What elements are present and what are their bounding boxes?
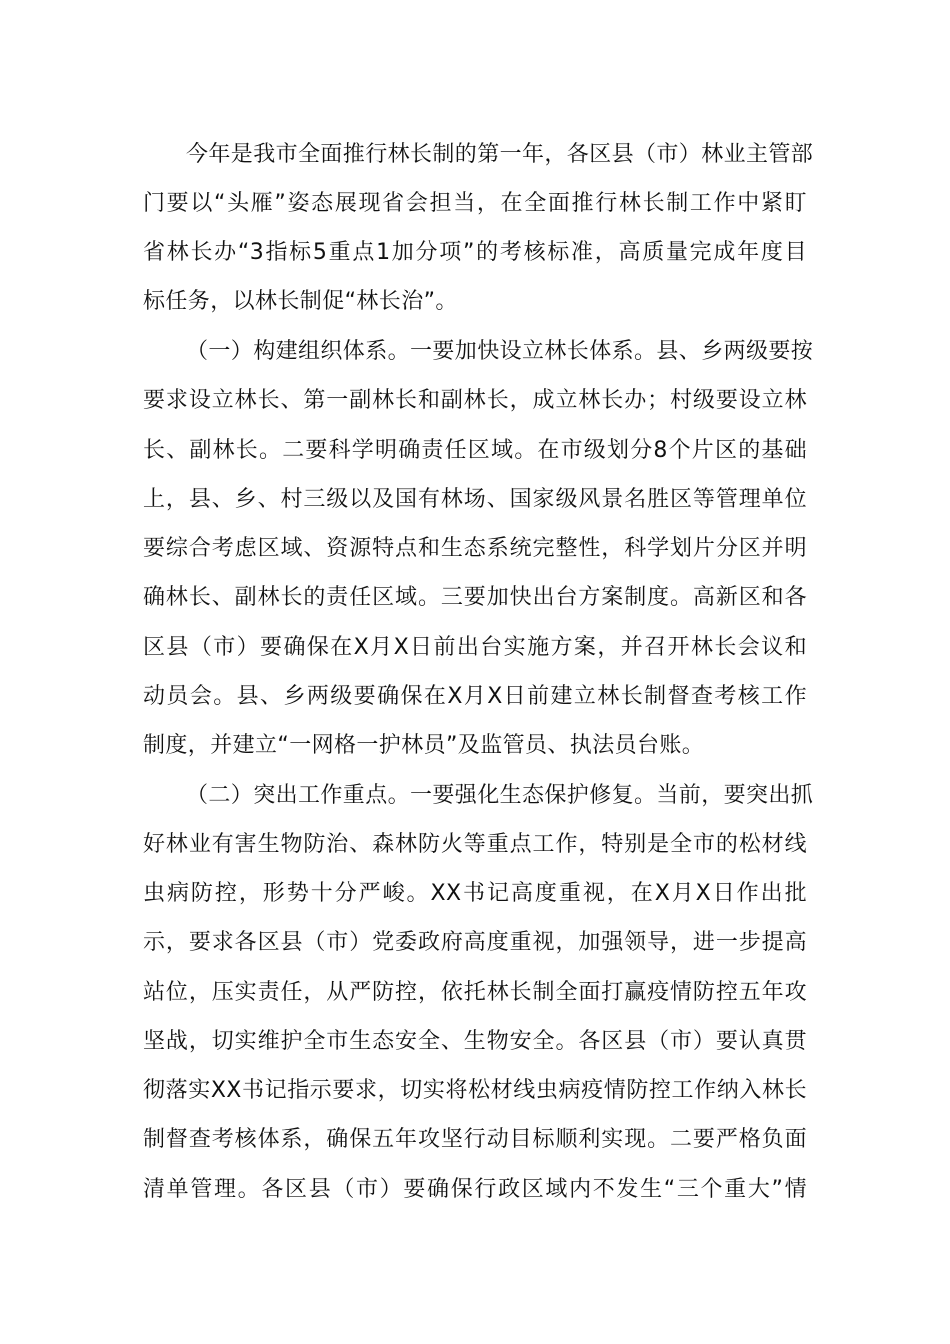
paragraph-3-line-2: 好林业有害生物防治、森林防火等重点工作，特别是全市的松材线 bbox=[143, 832, 807, 857]
paragraph-3-line-6: 坚战，切实维护全市生态安全、生物安全。各区县（市）要认真贯 bbox=[143, 1029, 807, 1054]
paragraph-2-line-7: 区县（市）要确保在X月X日前出台实施方案，并召开林长会议和 bbox=[143, 635, 807, 660]
paragraph-2-line-4: 上，县、乡、村三级以及国有林场、国家级风景名胜区等管理单位 bbox=[143, 487, 807, 512]
paragraph-2-line-2: 要求设立林长、第一副林长和副林长，成立林长办；村级要设立林 bbox=[143, 388, 807, 413]
paragraph-3-line-7: 彻落实XX书记指示要求，切实将松材线虫病疫情防控工作纳入林长 bbox=[143, 1078, 807, 1103]
paragraph-1-line-1: 今年是我市全面推行林长制的第一年，各区县（市）林业主管部 bbox=[186, 142, 814, 167]
paragraph-1-line-4: 标任务，以林长制促“林长治”。 bbox=[143, 289, 458, 314]
paragraph-3-line-8: 制督查考核体系，确保五年攻坚行动目标顺利实现。二要严格负面 bbox=[143, 1127, 807, 1152]
paragraph-3-line-4: 示，要求各区县（市）党委政府高度重视，加强领导，进一步提高 bbox=[143, 930, 807, 955]
paragraph-1-line-3: 省林长办“3指标5重点1加分项”的考核标准，高质量完成年度目 bbox=[143, 240, 807, 265]
paragraph-2-line-5: 要综合考虑区域、资源特点和生态系统完整性，科学划片分区并明 bbox=[143, 536, 807, 561]
paragraph-2-line-8: 动员会。县、乡两级要确保在X月X日前建立林长制督查考核工作 bbox=[143, 684, 807, 709]
paragraph-2-line-3: 长、副林长。二要科学明确责任区域。在市级划分8个片区的基础 bbox=[143, 438, 807, 463]
paragraph-1-line-2: 门要以“头雁”姿态展现省会担当，在全面推行林长制工作中紧盯 bbox=[143, 191, 807, 216]
paragraph-2-line-1: （一）构建组织体系。一要加快设立林长体系。县、乡两级要按 bbox=[186, 339, 814, 364]
paragraph-3-line-9: 清单管理。各区县（市）要确保行政区域内不发生“三个重大”情 bbox=[143, 1177, 807, 1202]
paragraph-3-line-1: （二）突出工作重点。一要强化生态保护修复。当前，要突出抓 bbox=[186, 783, 814, 808]
paragraph-2-line-9: 制度，并建立“一网格一护林员”及监管员、执法员台账。 bbox=[143, 733, 705, 758]
paragraph-2-line-6: 确林长、副林长的责任区域。三要加快出台方案制度。高新区和各 bbox=[143, 585, 807, 610]
paragraph-3-line-5: 站位，压实责任，从严防控，依托林长制全面打赢疫情防控五年攻 bbox=[143, 980, 807, 1005]
paragraph-3-line-3: 虫病防控，形势十分严峻。XX书记高度重视，在X月X日作出批 bbox=[143, 881, 807, 906]
